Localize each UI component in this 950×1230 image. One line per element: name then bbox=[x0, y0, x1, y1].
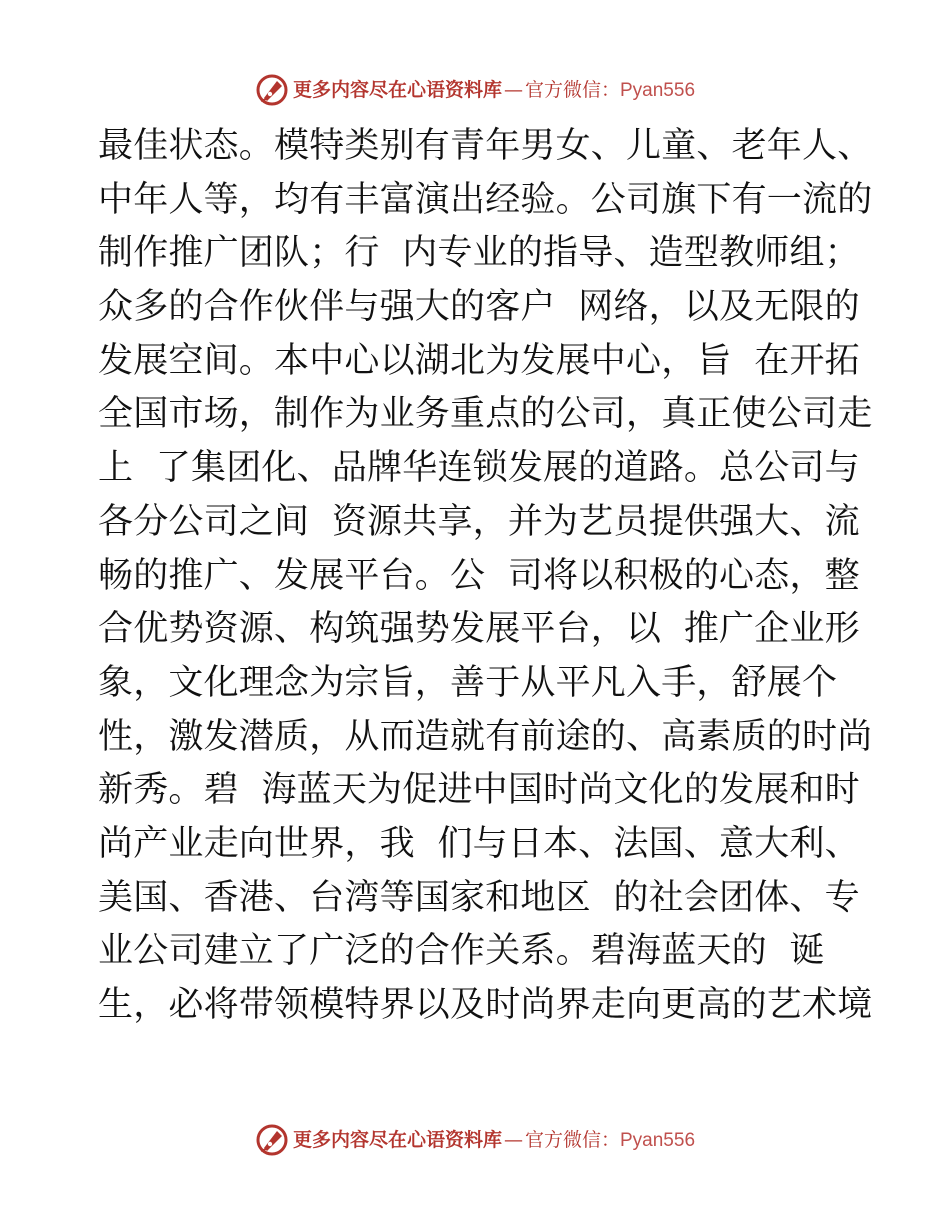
banner-dash: — bbox=[503, 1128, 523, 1151]
footer-banner bbox=[0, 1120, 950, 1160]
banner-wechat-id: Pyan556 bbox=[620, 1129, 696, 1151]
text-line: 性，激发潜质，从而造就有前途的、高素质的时尚 bbox=[98, 716, 873, 757]
banner-wechat-label: 官方微信： bbox=[524, 78, 620, 101]
text-line: 众多的合作伙伴与强大的客户 网络，以及无限的 bbox=[98, 287, 860, 328]
text-line: 畅的推广、发展平台。公 司将以积极的心态，整 bbox=[98, 555, 860, 596]
text-line: 全国市场，制作为业务重点的公司，真正使公司走 bbox=[98, 394, 873, 435]
banner-text bbox=[293, 78, 695, 103]
body-paragraph bbox=[98, 120, 873, 1033]
text-line: 上 了集团化、品牌华连锁发展的道路。总公司与 bbox=[98, 448, 860, 489]
text-line: 象，文化理念为宗旨，善于从平凡入手，舒展个 bbox=[98, 662, 838, 703]
text-line: 业公司建立了广泛的合作关系。碧海蓝天的 诞 bbox=[98, 931, 825, 972]
header-banner bbox=[0, 70, 950, 110]
pen-nib-logo-icon bbox=[255, 73, 289, 107]
pen-nib-logo-icon bbox=[255, 1123, 289, 1157]
text-line: 生，必将带领模特界以及时尚界走向更高的艺术境 bbox=[98, 985, 873, 1025]
text-line: 中年人等，均有丰富演出经验。公司旗下有一流的 bbox=[98, 179, 873, 220]
text-line: 新秀。碧 海蓝天为促进中国时尚文化的发展和时 bbox=[98, 770, 860, 811]
banner-wechat-id: Pyan556 bbox=[620, 79, 696, 101]
text-line: 发展空间。本中心以湖北为发展中心，旨 在开拓 bbox=[98, 340, 860, 381]
text-line: 最佳状态。模特类别有青年男女、儿童、老年人、 bbox=[98, 126, 873, 166]
text-line: 美国、香港、台湾等国家和地区 的社会团体、专 bbox=[98, 877, 860, 918]
banner-dash: — bbox=[503, 78, 523, 101]
text-line: 尚产业走向世界，我 们与日本、法国、意大利、 bbox=[98, 823, 860, 864]
banner-slogan: 更多内容尽在心语资料库 bbox=[292, 78, 502, 101]
banner-wechat-label: 官方微信： bbox=[524, 1128, 620, 1151]
text-line: 各分公司之间 资源共享，并为艺员提供强大、流 bbox=[98, 501, 860, 542]
banner-slogan: 更多内容尽在心语资料库 bbox=[292, 1128, 502, 1151]
text-line: 制作推广团队；行 内专业的指导、造型教师组； bbox=[98, 233, 860, 274]
text-line: 合优势资源、构筑强势发展平台，以 推广企业形 bbox=[98, 609, 860, 650]
banner-text bbox=[293, 1128, 695, 1153]
